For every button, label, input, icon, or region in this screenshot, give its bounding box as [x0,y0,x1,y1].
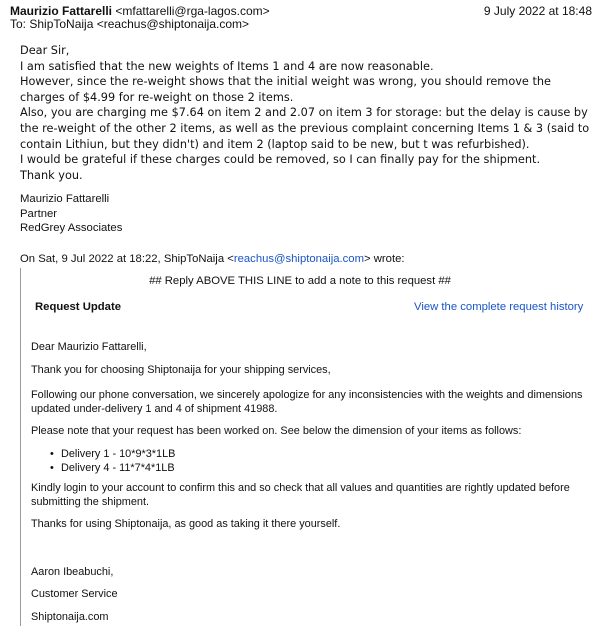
quoted-apology [31,389,596,416]
signature-title: Partner [20,207,58,220]
request-history-link[interactable]: View the complete request history [414,301,584,313]
closing-text: Thanks for using Shiptonaija, as good as taking it there yourself. [31,518,341,530]
recipient-name: ShipToNaija [29,17,94,31]
recipient-line [10,17,249,31]
body-paragraph: Also, you are charging me $7.64 on item 2 and 2.07 on item 3 for storage: but the delay is cause by the re-weight of the other 2 items, as well as the previous complaint concerning Items 1 & 3 (said to contain Lithiun, but they didn't) and item 2 (laptop said to be new, but t was refurbished). [20,106,590,151]
quote-intro-suffix: > wrote: [364,253,405,265]
kindly-text: Kindly login to your account to confirm this and so check that all values and quantities are rightly updated before submitting the shipment. [31,482,570,508]
quote-intro-email-link[interactable]: reachus@shiptonaija.com [233,253,364,265]
delivery-item: • Delivery 1 - 10*9*3*1LB [31,448,596,462]
signature-company: RedGrey Associates [20,222,123,234]
quoted-greeting [31,341,596,355]
greeting-text: Dear Maurizio Fattarelli, [31,341,147,353]
sender-line [10,4,270,18]
request-update-title: Request Update [35,301,121,313]
sender-name: Maurizio Fattarelli [10,4,113,18]
signature-name: Maurizio Fattarelli [20,193,110,205]
quote-intro [20,253,405,265]
email-date: 9 July 2022 at 18:48 [483,4,592,18]
email-body [20,43,592,183]
quoted-kindly [31,482,596,509]
quoted-closing [31,518,596,532]
agent-role: Customer Service [31,588,118,600]
email-signature [20,192,122,236]
body-paragraph: I would be grateful if these charges could be removed, so I can finally pay for the shipment. [20,153,541,167]
agent-name: Aaron Ibeabuchi, [31,566,114,578]
body-paragraph: However, since the re-weight shows that the initial weight was wrong, you should remove the charges of $4.99 for re-weight on those 2 items. [20,75,551,104]
sender-address: <mfattarelli@rga-lagos.com> [115,4,270,18]
body-paragraph: Dear Sir, [20,44,70,57]
quote-bar [20,268,21,626]
delivery-list [31,448,596,475]
body-paragraph: Thank you. [20,168,83,182]
recipient-address: <reachus@shiptonaija.com> [96,17,250,31]
thanks-text: Thank you for choosing Shiptonaija for your shipping services, [31,364,331,376]
to-label: To: [10,17,27,31]
reply-above-note: ## Reply ABOVE THIS LINE to add a note to this request ## [149,275,451,287]
quoted-note [31,425,596,439]
delivery-item: • Delivery 4 - 11*7*4*1LB [31,462,596,476]
note-text: Please note that your request has been worked on. See below the dimension of your items as follows: [31,425,522,437]
body-paragraph: I am satisfied that the new weights of Items 1 and 4 are now reasonable. [20,59,434,73]
quoted-thanks [31,364,596,378]
quote-intro-prefix: On Sat, 9 Jul 2022 at 18:22, ShipToNaija < [20,253,234,265]
apology-text: Following our phone conversation, we sincerely apologize for any inconsistencies with the weights and dimensions updated under-delivery 1 and 4 of shipment 41988. [31,389,583,415]
agent-company: Shiptonaija.com [31,611,109,623]
